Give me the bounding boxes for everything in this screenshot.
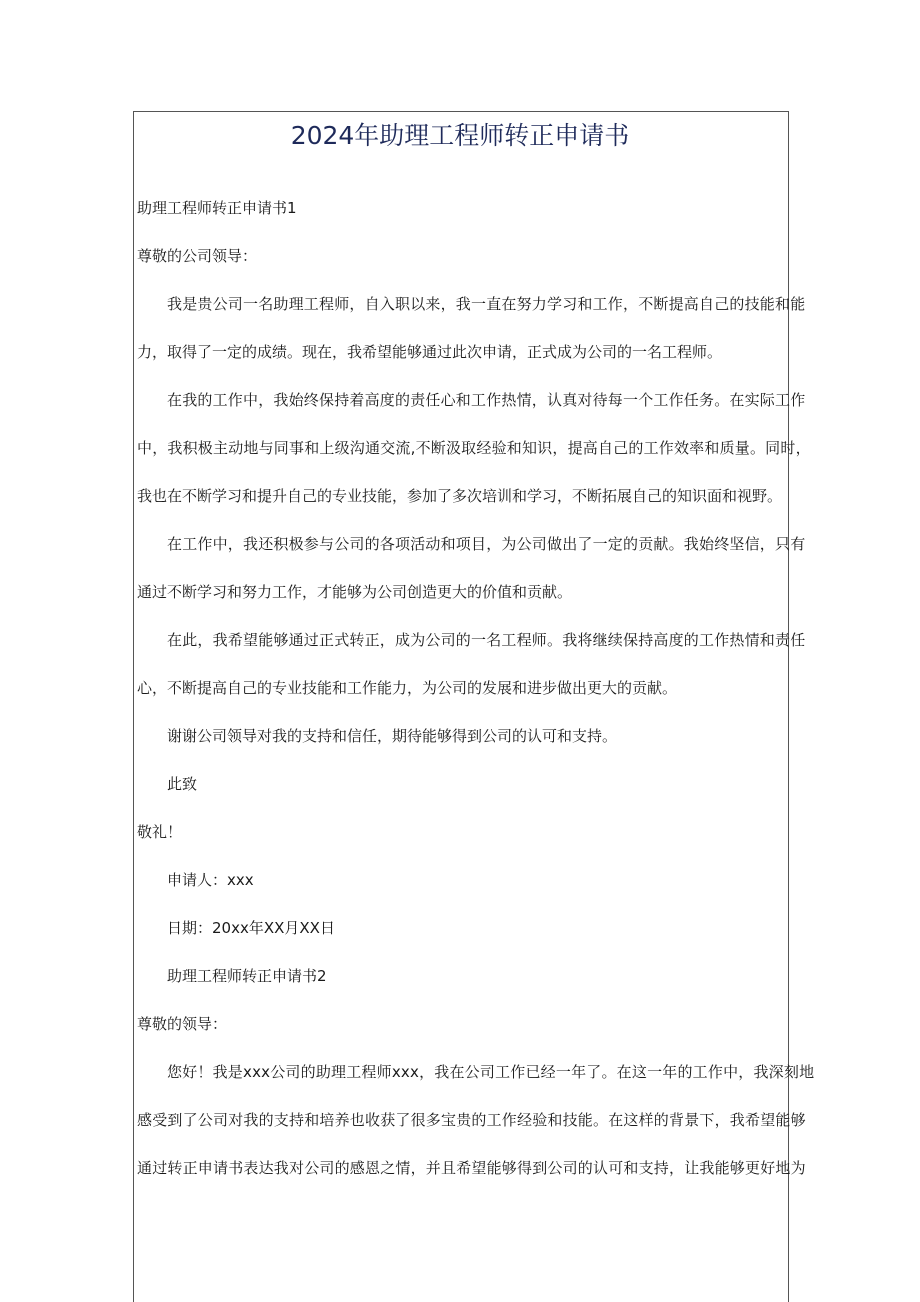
date-line: 日期：20xx年XX月XX日 [167, 919, 335, 937]
section2-heading: 助理工程师转正申请书2 [167, 967, 327, 985]
section2-paragraph1-line1: 您好！我是xxx公司的助理工程师xxx，我在公司工作已经一年了。在这一年的工作中，我深刻地 [167, 1063, 815, 1081]
section1-paragraph4-line1: 在此，我希望能够通过正式转正，成为公司的一名工程师。我将继续保持高度的工作热情和责任 [167, 631, 806, 649]
section1-paragraph4-line2: 心，不断提高自己的专业技能和工作能力，为公司的发展和进步做出更大的贡献。 [137, 679, 678, 697]
closing-ci-zhi: 此致 [167, 775, 198, 793]
section1-paragraph1-line1: 我是贵公司一名助理工程师，自入职以来，我一直在努力学习和工作，不断提高自己的技能和能 [167, 295, 806, 313]
section2-salutation: 尊敬的领导： [137, 1015, 228, 1033]
section1-paragraph2-line2: 中，我积极主动地与同事和上级沟通交流,不断汲取经验和知识，提高自己的工作效率和质量。同时， [137, 439, 811, 457]
section2-paragraph1-line2: 感受到了公司对我的支持和培养也收获了很多宝贵的工作经验和技能。在这样的背景下，我希望能够 [137, 1111, 806, 1129]
section1-salutation: 尊敬的公司领导： [137, 247, 258, 265]
section1-paragraph1-line2: 力，取得了一定的成绩。现在，我希望能够通过此次申请，正式成为公司的一名工程师。 [137, 343, 723, 361]
section1-paragraph2-line3: 我也在不断学习和提升自己的专业技能，参加了多次培训和学习，不断拓展自己的知识面和视野。 [137, 487, 783, 505]
applicant-line: 申请人：xxx [167, 871, 254, 889]
section1-paragraph3-line2: 通过不断学习和努力工作，才能够为公司创造更大的价值和贡献。 [137, 583, 573, 601]
section1-paragraph5: 谢谢公司领导对我的支持和信任，期待能够得到公司的认可和支持。 [167, 727, 618, 745]
section1-heading: 助理工程师转正申请书1 [137, 199, 297, 217]
section1-paragraph2-line1: 在我的工作中，我始终保持着高度的责任心和工作热情，认真对待每一个工作任务。在实际工作 [167, 391, 806, 409]
section2-paragraph1-line3: 通过转正申请书表达我对公司的感恩之情，并且希望能够得到公司的认可和支持，让我能够更好地为 [137, 1159, 806, 1177]
document-title: 2024年助理工程师转正申请书 [290, 121, 630, 150]
closing-jing-li: 敬礼！ [137, 823, 183, 841]
section1-paragraph3-line1: 在工作中，我还积极参与公司的各项活动和项目，为公司做出了一定的贡献。我始终坚信，只有 [167, 535, 806, 553]
